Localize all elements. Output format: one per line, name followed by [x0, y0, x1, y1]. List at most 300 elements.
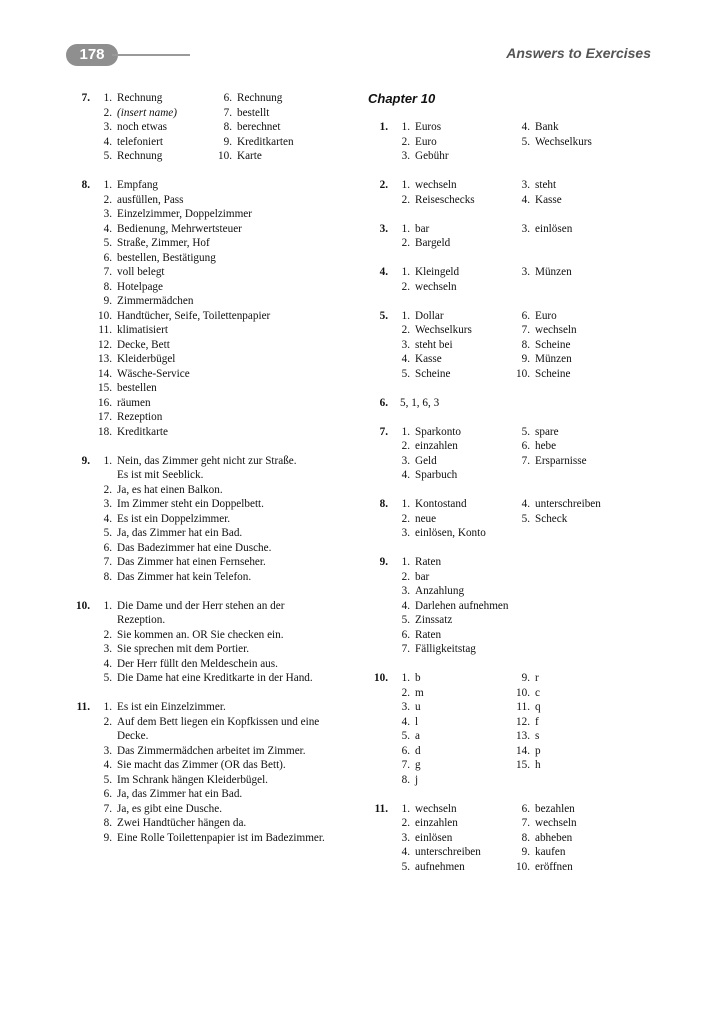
answer-text: g: [415, 759, 421, 771]
exercise-number: 1.: [379, 121, 388, 133]
answer-list: [66, 454, 366, 585]
item-number: 5.: [401, 860, 410, 873]
item-number: 9.: [521, 672, 530, 684]
answer-row: [66, 120, 366, 135]
answer-text: bestellt: [237, 106, 270, 119]
answer-text: Es ist ein Doppelzimmer.: [117, 512, 231, 525]
item-number: 3.: [521, 266, 530, 278]
answer-text: Es ist mit Seeblick.: [117, 469, 204, 481]
answer-row: [66, 338, 366, 353]
answer-row: [368, 700, 638, 715]
item-number: 1.: [401, 498, 410, 510]
item-number: 5.: [103, 237, 112, 249]
exercise-block: [66, 454, 366, 585]
item-number: 6.: [103, 788, 112, 800]
page-header: [0, 0, 717, 80]
item-number: 3.: [401, 831, 410, 844]
item-number: 6.: [401, 744, 410, 757]
exercise-block: [368, 178, 638, 207]
answer-row: [368, 744, 638, 759]
answer-list: [368, 425, 638, 483]
item-number: 4.: [103, 657, 112, 670]
answer-text: abheben: [535, 831, 573, 844]
answer-row: [66, 642, 366, 657]
item-number: 7.: [401, 759, 410, 771]
answer-row: [368, 512, 638, 527]
item-number: 1.: [103, 599, 112, 612]
answer-list: [368, 309, 638, 382]
item-number: 4.: [401, 715, 410, 728]
answer-text: h: [535, 759, 541, 771]
answer-text: Raten: [415, 556, 442, 568]
answer-text: Straße, Zimmer, Hof: [117, 237, 210, 249]
item-number: 2.: [103, 715, 112, 728]
answer-row: [368, 613, 638, 628]
item-number: 5.: [521, 512, 530, 525]
answer-list: [368, 120, 638, 164]
exercise-block: [368, 555, 638, 657]
item-number: 15.: [98, 382, 112, 394]
answer-row: [368, 222, 638, 237]
header-rule: [112, 54, 190, 56]
answer-text: Rechnung: [117, 150, 163, 162]
answer-text: steht bei: [415, 338, 453, 351]
exercise-number: 8.: [379, 498, 388, 510]
answer-row: [66, 236, 366, 251]
answer-text: Kreditkarten: [237, 135, 294, 148]
answer-row: [66, 657, 366, 672]
answer-row: [368, 628, 638, 643]
answer-text: klimatisiert: [117, 324, 168, 336]
answer-list: [368, 671, 638, 787]
item-number: 3.: [103, 744, 112, 757]
item-number: 6.: [223, 92, 232, 104]
answer-row: [66, 207, 366, 222]
answer-text: Wechselkurs: [415, 324, 472, 336]
answer-text: Rechnung: [237, 92, 283, 104]
answer-text: Kasse: [415, 353, 442, 365]
answer-text: kaufen: [535, 846, 566, 858]
answer-row: [368, 860, 638, 875]
answer-text: Rezeption: [117, 411, 163, 423]
answer-text: bar: [415, 222, 430, 235]
answer-text: Bargeld: [415, 237, 451, 249]
answer-row: [66, 91, 366, 106]
item-number: 10.: [516, 367, 530, 380]
answer-row: [66, 193, 366, 208]
item-number: 5.: [103, 773, 112, 786]
item-number: 1.: [103, 454, 112, 467]
exercise-block: [66, 178, 366, 439]
answer-row: [368, 309, 638, 324]
item-number: 5.: [401, 730, 410, 742]
exercise-block: [66, 599, 366, 686]
answer-row: [66, 381, 366, 396]
answer-text: Anzahlung: [415, 585, 465, 597]
answer-text: Scheine: [535, 367, 571, 380]
item-number: 2.: [401, 817, 410, 829]
answer-text: Ersparnisse: [535, 454, 587, 467]
answer-row: [66, 700, 366, 715]
answer-row: [66, 468, 366, 483]
answer-row: [66, 280, 366, 295]
item-number: 3.: [401, 454, 410, 467]
answer-text: bestellen: [117, 382, 157, 394]
item-number: 5.: [401, 367, 410, 380]
item-number: 5.: [103, 527, 112, 539]
answer-row: [66, 396, 366, 411]
answer-text: p: [535, 744, 541, 757]
answer-text: Zimmermädchen: [117, 295, 194, 307]
answer-text: einzahlen: [415, 817, 458, 829]
answer-row: [66, 512, 366, 527]
answer-text: bezahlen: [535, 802, 575, 815]
answer-text: q: [535, 701, 541, 713]
item-number: 8.: [401, 773, 410, 786]
answer-text: räumen: [117, 396, 151, 409]
answer-text: ausfüllen, Pass: [117, 193, 184, 206]
answer-row: [66, 222, 366, 237]
item-number: 1.: [401, 802, 410, 815]
answer-text: (insert name): [117, 106, 177, 119]
answer-row: [368, 367, 638, 382]
answer-row: [66, 831, 366, 846]
item-number: 2.: [401, 324, 410, 336]
answer-row: [66, 454, 366, 469]
answer-text: Dollar: [415, 309, 444, 322]
answer-text: Geld: [415, 454, 437, 467]
item-number: 4.: [401, 599, 410, 612]
item-number: 4.: [401, 846, 410, 858]
answer-text: r: [535, 672, 539, 684]
item-number: 6.: [103, 541, 112, 554]
answer-text: s: [535, 730, 540, 742]
answer-text: Rechnung: [117, 92, 163, 104]
exercise-block: [66, 91, 366, 164]
answer-row: [66, 251, 366, 266]
answer-text: steht: [535, 179, 557, 191]
chapter-title: Chapter 10: [368, 91, 436, 106]
answer-row: [368, 802, 638, 817]
item-number: 14.: [98, 367, 112, 380]
answer-row: [66, 497, 366, 512]
answer-text: Zwei Handtücher hängen da.: [117, 817, 247, 829]
answer-text: Sparbuch: [415, 469, 458, 481]
answer-row: [66, 352, 366, 367]
item-number: 14.: [516, 744, 530, 757]
answer-row: [368, 729, 638, 744]
answer-text: neue: [415, 512, 437, 525]
answer-text: Eine Rolle Toilettenpapier ist im Badezimmer.: [117, 831, 325, 844]
exercise-number: 8.: [81, 179, 90, 191]
answer-text: wechseln: [415, 802, 457, 815]
answer-row: [368, 570, 638, 585]
answer-row: [368, 323, 638, 338]
item-number: 3.: [401, 150, 410, 162]
item-number: 10.: [98, 309, 112, 322]
answer-list: [66, 91, 366, 164]
answer-row: [368, 468, 638, 483]
item-number: 10.: [218, 150, 232, 162]
item-number: 4.: [103, 222, 112, 235]
answer-row: [66, 787, 366, 802]
item-number: 5.: [103, 672, 112, 684]
answer-text: Die Dame hat eine Kreditkarte in der Hand.: [117, 672, 313, 684]
exercise-number: 10.: [374, 672, 388, 684]
answer-text: l: [415, 715, 419, 728]
item-number: 4.: [103, 512, 112, 525]
answer-row: [368, 671, 638, 686]
exercise-block: [368, 120, 638, 164]
answer-text: Bank: [535, 121, 559, 133]
answer-text: bar: [415, 570, 430, 583]
answer-text: Euro: [535, 309, 557, 322]
answer-row: [66, 599, 366, 614]
answer-text: Empfang: [117, 179, 159, 191]
exercise-block: [368, 309, 638, 382]
item-number: 9.: [521, 846, 530, 858]
answer-row: [66, 294, 366, 309]
item-number: 4.: [103, 759, 112, 771]
answer-row: [368, 396, 638, 411]
answer-row: [368, 265, 638, 280]
answer-row: [66, 758, 366, 773]
answer-row: [66, 628, 366, 643]
answer-list: [368, 497, 638, 541]
answer-text: a: [415, 730, 420, 742]
answer-text: Sie sprechen mit dem Portier.: [117, 643, 250, 655]
answer-text: Reiseschecks: [415, 193, 475, 206]
answer-row: [368, 831, 638, 846]
answer-row: [66, 425, 366, 440]
answer-text: Handtücher, Seife, Toilettenpapier: [117, 309, 271, 322]
exercise-number: 11.: [374, 802, 388, 815]
answer-text: Ja, es hat einen Balkon.: [117, 483, 223, 496]
answer-list: [368, 222, 638, 251]
exercise-block: [66, 700, 366, 845]
answer-list: [66, 599, 366, 686]
answer-row: [368, 845, 638, 860]
exercise-number: 6.: [379, 396, 388, 409]
item-number: 7.: [521, 454, 530, 467]
item-number: 2.: [401, 135, 410, 148]
item-number: 2.: [401, 440, 410, 452]
answer-text: f: [535, 715, 539, 728]
answer-list: [368, 178, 638, 207]
item-number: 5.: [521, 135, 530, 148]
exercise-number: 2.: [379, 179, 388, 191]
item-number: 9.: [223, 135, 232, 148]
answer-text: Fälligkeitstag: [415, 643, 476, 655]
answer-row: [66, 149, 366, 164]
answer-text: Ja, es gibt eine Dusche.: [117, 802, 223, 815]
answer-list: [368, 555, 638, 657]
answer-text: Das Zimmer hat kein Telefon.: [117, 570, 252, 583]
answer-row: [368, 338, 638, 353]
item-number: 7.: [223, 106, 232, 119]
item-number: 7.: [103, 556, 112, 568]
answer-text: Der Herr füllt den Meldeschein aus.: [117, 657, 278, 670]
exercise-block: [368, 425, 638, 483]
item-number: 1.: [103, 92, 112, 104]
answer-text: wechseln: [415, 179, 457, 191]
answer-text: Einzelzimmer, Doppelzimmer: [117, 208, 252, 220]
answer-row: [368, 599, 638, 614]
answer-text: voll belegt: [117, 266, 165, 278]
item-number: 7.: [521, 817, 530, 829]
item-number: 3.: [521, 179, 530, 191]
item-number: 2.: [401, 512, 410, 525]
answer-text: j: [415, 773, 419, 786]
answer-text: Das Zimmermädchen arbeitet im Zimmer.: [117, 744, 306, 757]
answer-row: [66, 323, 366, 338]
answer-row: [66, 802, 366, 817]
exercise-block: [368, 497, 638, 541]
item-number: 1.: [401, 222, 410, 235]
answer-row: [66, 367, 366, 382]
answer-row: [368, 773, 638, 788]
item-number: 2.: [401, 570, 410, 583]
exercise-number: 10.: [76, 599, 90, 612]
answer-row: [368, 526, 638, 541]
exercise-number: 9.: [81, 454, 90, 467]
answer-text: bestellen, Bestätigung: [117, 251, 216, 264]
answer-text: spare: [535, 425, 559, 438]
answer-text: Wechselkurs: [535, 135, 592, 148]
answer-text: Euro: [415, 135, 437, 148]
answer-row: [368, 193, 638, 208]
exercise-number: 7.: [81, 92, 90, 104]
item-number: 3.: [103, 121, 112, 133]
item-number: 8.: [103, 570, 112, 583]
item-number: 11.: [98, 324, 112, 336]
item-number: 7.: [401, 643, 410, 655]
item-number: 4.: [401, 353, 410, 365]
answer-row: [368, 352, 638, 367]
answer-row: [66, 816, 366, 831]
item-number: 2.: [401, 237, 410, 249]
item-number: 7.: [103, 802, 112, 815]
item-number: 6.: [103, 251, 112, 264]
exercise-number: 4.: [379, 266, 388, 278]
answer-row: [66, 483, 366, 498]
item-number: 13.: [98, 353, 112, 365]
answer-text: Kasse: [535, 193, 562, 206]
answer-text: telefoniert: [117, 135, 163, 148]
answer-text: hebe: [535, 440, 557, 452]
answer-row: [368, 425, 638, 440]
answer-row: [66, 135, 366, 150]
answer-text: berechnet: [237, 121, 281, 133]
answer-text: Scheine: [535, 338, 571, 351]
answer-row: [368, 497, 638, 512]
item-number: 3.: [103, 643, 112, 655]
answer-text: unterschreiben: [415, 846, 481, 858]
item-number: 5.: [103, 150, 112, 162]
answer-text: wechseln: [415, 280, 457, 293]
answer-list: [66, 700, 366, 845]
item-number: 4.: [401, 469, 410, 481]
item-number: 4.: [521, 193, 530, 206]
answer-row: [368, 135, 638, 150]
item-number: 4.: [103, 135, 112, 148]
answer-text: Das Zimmer hat einen Fernseher.: [117, 556, 266, 568]
item-number: 10.: [516, 686, 530, 699]
answer-text: Bedienung, Mehrwertsteuer: [117, 222, 242, 235]
item-number: 13.: [516, 730, 530, 742]
answer-text: b: [415, 672, 421, 684]
answer-text: eröffnen: [535, 860, 573, 873]
answer-text: Nein, das Zimmer geht nicht zur Straße.: [117, 454, 297, 467]
answer-text: Wäsche-Service: [117, 367, 190, 380]
right-column: [368, 91, 638, 889]
page-number-badge: 178: [66, 44, 118, 66]
item-number: 2.: [401, 193, 410, 206]
answer-text: einlösen: [415, 831, 453, 844]
item-number: 9.: [521, 353, 530, 365]
answer-text: Im Schrank hängen Kleiderbügel.: [117, 773, 268, 786]
answer-text: Euros: [415, 121, 442, 133]
answer-text: Sparkonto: [415, 425, 461, 438]
item-number: 3.: [401, 585, 410, 597]
answer-row: [368, 236, 638, 251]
answer-row: [66, 671, 366, 686]
answer-text: Zinssatz: [415, 614, 453, 626]
answer-row: [368, 280, 638, 295]
item-number: 2.: [103, 483, 112, 496]
answer-text: m: [415, 686, 424, 699]
answer-text: Münzen: [535, 266, 572, 278]
answer-text: Karte: [237, 150, 262, 162]
answer-text: einlösen, Konto: [415, 527, 486, 539]
item-number: 3.: [401, 701, 410, 713]
answer-text: c: [535, 686, 540, 699]
answer-row: [66, 178, 366, 193]
exercise-number: 5.: [379, 309, 388, 322]
answer-text: Ja, das Zimmer hat ein Bad.: [117, 788, 243, 800]
answer-row: [66, 729, 366, 744]
answer-text: wechseln: [535, 324, 577, 336]
item-number: 7.: [103, 266, 112, 278]
item-number: 15.: [516, 759, 530, 771]
answer-row: [66, 410, 366, 425]
item-number: 2.: [103, 193, 112, 206]
answer-text: Kleiderbügel: [117, 353, 176, 365]
item-number: 6.: [521, 440, 530, 452]
item-number: 2.: [103, 628, 112, 641]
item-number: 9.: [103, 295, 112, 307]
answer-text: Raten: [415, 628, 442, 641]
answer-list: [368, 265, 638, 294]
item-number: 1.: [401, 425, 410, 438]
exercise-block: [368, 671, 638, 787]
answer-row: [66, 715, 366, 730]
exercise-block: [368, 222, 638, 251]
answer-text: Es ist ein Einzelzimmer.: [117, 701, 226, 713]
exercise-number: 11.: [76, 701, 90, 713]
item-number: 8.: [521, 831, 530, 844]
answer-text: unterschreiben: [535, 498, 601, 510]
exercise-number: 7.: [379, 425, 388, 438]
answer-row: [66, 526, 366, 541]
answer-row: [368, 439, 638, 454]
answer-text: Hotelpage: [117, 280, 163, 293]
answer-text: d: [415, 744, 421, 757]
item-number: 1.: [401, 266, 410, 278]
answer-text: 5, 1, 6, 3: [400, 396, 440, 409]
item-number: 10.: [516, 860, 530, 873]
answer-text: Kleingeld: [415, 266, 460, 278]
